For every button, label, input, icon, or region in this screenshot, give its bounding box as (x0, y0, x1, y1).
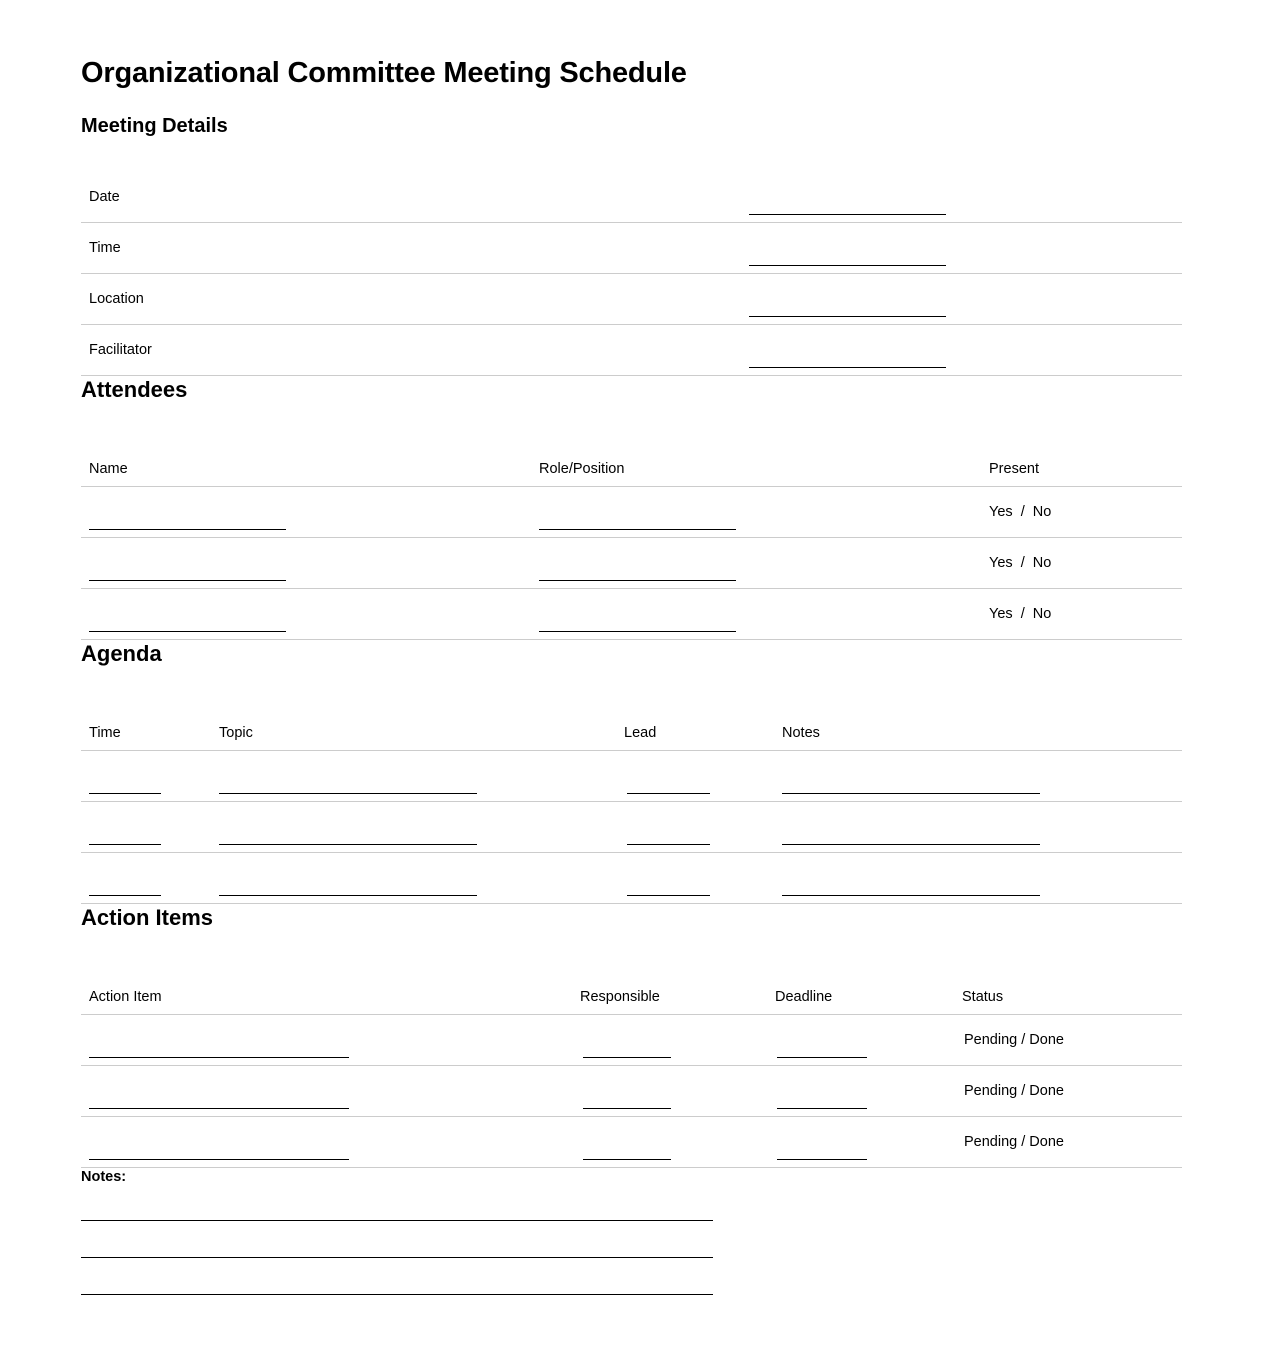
agenda-time-cell[interactable] (81, 751, 211, 802)
attendee-role-cell[interactable] (531, 589, 981, 640)
action-deadline-cell[interactable] (767, 1066, 954, 1117)
table-row (81, 853, 1182, 904)
attendee-role-fill-line[interactable] (539, 580, 736, 581)
meeting-details-value-cell[interactable] (411, 325, 1182, 376)
column-header-deadline: Deadline (767, 965, 954, 1015)
location-fill-line[interactable] (749, 316, 946, 317)
attendee-name-fill-line[interactable] (89, 580, 286, 581)
attendee-name-fill-line[interactable] (89, 529, 286, 530)
table-header-row (81, 437, 1182, 487)
column-header-role: Role/Position (531, 437, 981, 487)
agenda-lead-fill-line[interactable] (627, 895, 710, 896)
section-heading-attendees: Attendees (81, 377, 188, 402)
attendee-role-cell[interactable] (531, 538, 981, 589)
action-item-fill-line[interactable] (89, 1159, 349, 1160)
meeting-details-value-cell[interactable] (411, 274, 1182, 325)
agenda-lead-cell[interactable] (616, 751, 774, 802)
agenda-table (81, 701, 1182, 904)
action-status-cell[interactable] (954, 1117, 1182, 1168)
column-header-action-item: Action Item (81, 965, 572, 1015)
section-heading-action-items: Action Items (81, 905, 214, 930)
agenda-topic-fill-line[interactable] (219, 793, 477, 794)
agenda-topic-fill-line[interactable] (219, 844, 477, 845)
column-header-present: Present (981, 437, 1182, 487)
action-deadline-cell[interactable] (767, 1015, 954, 1066)
meeting-details-label: Location (81, 274, 411, 325)
status-options[interactable]: Pending / Done (964, 1083, 1064, 1099)
action-item-fill-line[interactable] (89, 1108, 349, 1109)
page-title: Organizational Committee Meeting Schedule (81, 57, 687, 89)
agenda-topic-cell[interactable] (211, 751, 616, 802)
action-responsible-cell[interactable] (572, 1015, 767, 1066)
attendee-name-fill-line[interactable] (89, 631, 286, 632)
table-row (81, 589, 1182, 640)
table-row (81, 325, 1182, 376)
table-row (81, 1015, 1182, 1066)
status-options[interactable]: Pending / Done (964, 1134, 1064, 1150)
meeting-details-table (81, 172, 1182, 376)
attendee-role-fill-line[interactable] (539, 529, 736, 530)
responsible-fill-line[interactable] (583, 1108, 671, 1109)
notes-label: Notes: (81, 1169, 127, 1185)
deadline-fill-line[interactable] (777, 1159, 867, 1160)
table-row (81, 223, 1182, 274)
meeting-details-value-cell[interactable] (411, 172, 1182, 223)
meeting-details-label: Time (81, 223, 411, 274)
agenda-time-cell[interactable] (81, 853, 211, 904)
agenda-notes-fill-line[interactable] (782, 895, 1040, 896)
column-header-lead: Lead (616, 701, 774, 751)
facilitator-fill-line[interactable] (749, 367, 946, 368)
present-options[interactable]: Yes / No (989, 555, 1052, 571)
action-status-cell[interactable] (954, 1015, 1182, 1066)
table-row (81, 1066, 1182, 1117)
agenda-lead-cell[interactable] (616, 802, 774, 853)
agenda-notes-cell[interactable] (774, 802, 1182, 853)
table-row (81, 538, 1182, 589)
notes-fill-line[interactable] (81, 1257, 713, 1258)
action-responsible-cell[interactable] (572, 1066, 767, 1117)
agenda-time-fill-line[interactable] (89, 844, 161, 845)
action-item-cell[interactable] (81, 1015, 572, 1066)
status-options[interactable]: Pending / Done (964, 1032, 1064, 1048)
action-status-cell[interactable] (954, 1066, 1182, 1117)
meeting-details-label: Date (81, 172, 411, 223)
present-options[interactable]: Yes / No (989, 504, 1052, 520)
agenda-notes-cell[interactable] (774, 853, 1182, 904)
agenda-lead-fill-line[interactable] (627, 793, 710, 794)
agenda-topic-cell[interactable] (211, 802, 616, 853)
table-row (81, 487, 1182, 538)
notes-fill-line[interactable] (81, 1294, 713, 1295)
deadline-fill-line[interactable] (777, 1108, 867, 1109)
action-item-cell[interactable] (81, 1117, 572, 1168)
action-responsible-cell[interactable] (572, 1117, 767, 1168)
attendee-name-cell[interactable] (81, 589, 531, 640)
agenda-time-fill-line[interactable] (89, 793, 161, 794)
agenda-time-cell[interactable] (81, 802, 211, 853)
attendee-role-fill-line[interactable] (539, 631, 736, 632)
column-header-status: Status (954, 965, 1182, 1015)
attendee-present-cell[interactable] (981, 538, 1182, 589)
date-fill-line[interactable] (749, 214, 946, 215)
table-row (81, 802, 1182, 853)
deadline-fill-line[interactable] (777, 1057, 867, 1058)
column-header-responsible: Responsible (572, 965, 767, 1015)
attendees-table (81, 437, 1182, 640)
section-heading-meeting-details: Meeting Details (81, 115, 228, 137)
agenda-topic-fill-line[interactable] (219, 895, 477, 896)
attendee-present-cell[interactable] (981, 589, 1182, 640)
agenda-topic-cell[interactable] (211, 853, 616, 904)
action-item-cell[interactable] (81, 1066, 572, 1117)
agenda-lead-fill-line[interactable] (627, 844, 710, 845)
present-options[interactable]: Yes / No (989, 606, 1052, 622)
table-row (81, 172, 1182, 223)
column-header-time: Time (81, 701, 211, 751)
agenda-time-fill-line[interactable] (89, 895, 161, 896)
column-header-notes: Notes (774, 701, 1182, 751)
agenda-notes-cell[interactable] (774, 751, 1182, 802)
table-row (81, 274, 1182, 325)
column-header-name: Name (81, 437, 531, 487)
attendee-name-cell[interactable] (81, 487, 531, 538)
responsible-fill-line[interactable] (583, 1057, 671, 1058)
column-header-topic: Topic (211, 701, 616, 751)
action-deadline-cell[interactable] (767, 1117, 954, 1168)
table-header-row (81, 701, 1182, 751)
time-fill-line[interactable] (749, 265, 946, 266)
agenda-notes-fill-line[interactable] (782, 793, 1040, 794)
attendee-role-cell[interactable] (531, 487, 981, 538)
attendee-name-cell[interactable] (81, 538, 531, 589)
action-items-table (81, 965, 1182, 1168)
table-header-row (81, 965, 1182, 1015)
agenda-lead-cell[interactable] (616, 853, 774, 904)
notes-fill-line[interactable] (81, 1220, 713, 1221)
action-item-fill-line[interactable] (89, 1057, 349, 1058)
responsible-fill-line[interactable] (583, 1159, 671, 1160)
section-heading-agenda: Agenda (81, 641, 162, 666)
table-row (81, 1117, 1182, 1168)
agenda-notes-fill-line[interactable] (782, 844, 1040, 845)
table-row (81, 751, 1182, 802)
meeting-details-label: Facilitator (81, 325, 411, 376)
meeting-details-value-cell[interactable] (411, 223, 1182, 274)
attendee-present-cell[interactable] (981, 487, 1182, 538)
